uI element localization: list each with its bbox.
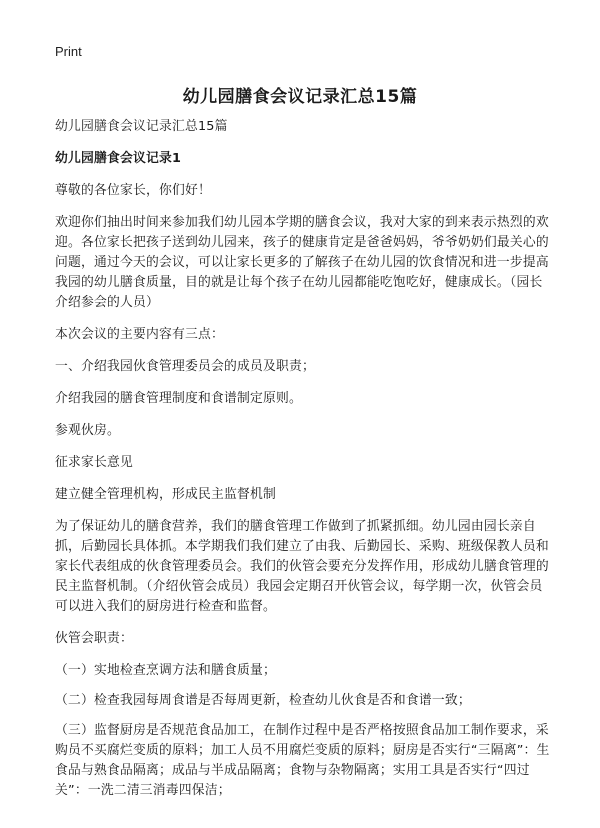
paragraph-duty-2: （二）检查我园每周食谱是否每周更新，检查幼儿伙食是否和食谱一致； (55, 693, 471, 708)
paragraph-duties-heading: 伙管会职责： (55, 631, 133, 646)
paragraph-agenda-item-2: 介绍我园的膳食管理制度和食谱制定原则。 (55, 391, 302, 406)
paragraph-duty-3: （三）监督厨房是否规范食品加工，在制作过程中是否严格按照食品加工制作要求，采购员不买腐烂变质的原料；加工人员不用腐烂变质的原料；厨房是否实行“三隔离”：生食品与熟食品隔离；成品与半成品隔离；食物与杂物隔离；实用工具是否实行“四过关”：一洗二清三消毒四保洁； (55, 723, 550, 798)
paragraph-welcome: 欢迎你们抽出时间来参加我们幼儿园本学期的膳食会议，我对大家的到来表示热烈的欢迎。各位家长把孩子送到幼儿园来，孩子的健康肯定是爸爸妈妈，爷爷奶奶们最关心的问题，通过今天的会议，可以让家长更多的了解孩子在幼儿园的饮食情况和进一步提高我园的幼儿膳食质量，目的就是让每个孩子在幼儿园都能吃饱吃好，健康成长。（园长介绍参会的人员） (55, 215, 549, 310)
print-button[interactable]: Print (55, 44, 82, 59)
section-heading: 幼儿园膳食会议记录1 (55, 151, 182, 166)
paragraph-mechanism-heading: 建立健全管理机构，形成民主监督机制 (55, 487, 276, 502)
paragraph-agenda-item-4: 征求家长意见 (55, 455, 133, 470)
paragraph-greeting: 尊敬的各位家长，你们好！ (55, 183, 211, 198)
paragraph-management: 为了保证幼儿的膳食营养，我们的膳食管理工作做到了抓紧抓细。幼儿园由园长亲自抓，后勤园长具体抓。本学期我们我们建立了由我、后勤园长、采购、班级保教人员和家长代表组成的伙食管理委员会。我们的伙管会要充分发挥作用，形成幼儿膳食管理的民主监督机制。（介绍伙管会成员）我园会定期召开伙管会议，每学期一次，伙管会员可以进入我们的厨房进行检查和监督。 (55, 519, 549, 614)
paragraph-duty-1: （一）实地检查烹调方法和膳食质量； (55, 663, 276, 678)
document-body (55, 117, 555, 813)
page-title: 幼儿园膳食会议记录汇总15篇 (182, 87, 418, 107)
paragraph-agenda-item-3: 参观伙房。 (55, 423, 120, 438)
paragraph-agenda-intro: 本次会议的主要内容有三点： (55, 327, 224, 342)
paragraph-agenda-item-1: 一、介绍我园伙食管理委员会的成员及职责； (55, 359, 315, 374)
document-subtitle: 幼儿园膳食会议记录汇总15篇 (55, 119, 228, 134)
